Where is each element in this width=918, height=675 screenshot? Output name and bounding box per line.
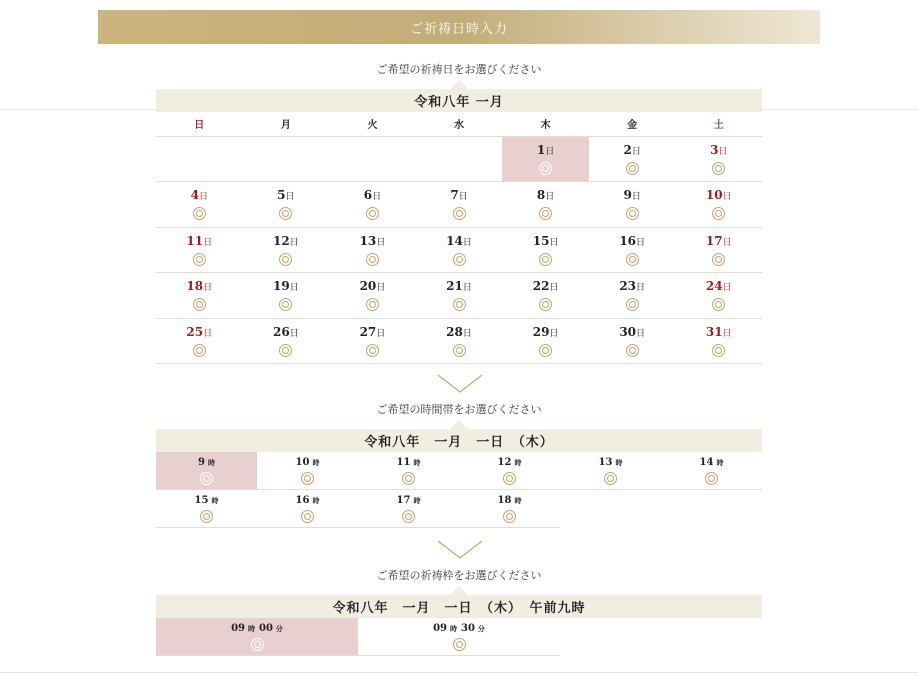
day-number: 19日 <box>273 279 299 294</box>
day-number: 24日 <box>705 279 732 294</box>
day-number: 5日 <box>277 188 295 203</box>
calendar-day-25[interactable] <box>156 319 243 363</box>
hour-option-11[interactable] <box>358 452 459 490</box>
weekday-tue: 火 <box>367 120 378 131</box>
double-circle-icon <box>626 298 639 311</box>
double-circle-icon <box>279 298 292 311</box>
calendar-day-31[interactable] <box>675 319 762 363</box>
calendar-day-27[interactable] <box>329 319 416 363</box>
calendar-day-8[interactable] <box>502 182 589 226</box>
calendar-day-17[interactable] <box>675 228 762 272</box>
weekday-wed: 水 <box>454 120 465 131</box>
day-number: 7日 <box>450 188 468 203</box>
weekday-header <box>156 115 762 137</box>
header-title: ご祈祷日時入力 <box>409 21 508 37</box>
day-number: 2日 <box>623 143 641 157</box>
calendar-day-23[interactable] <box>589 273 676 317</box>
day-number: 23日 <box>619 279 646 294</box>
hour-label: 11 時 <box>396 457 421 468</box>
hour-grid <box>156 452 762 528</box>
double-circle-icon <box>626 162 639 175</box>
calendar-day-29[interactable] <box>502 319 589 363</box>
calendar-day-7[interactable] <box>416 182 503 226</box>
calendar-day-13[interactable] <box>329 228 416 272</box>
double-circle-icon <box>539 344 552 357</box>
double-circle-icon <box>301 510 314 523</box>
calendar-day-9[interactable] <box>589 182 676 226</box>
day-number: 26日 <box>273 324 299 339</box>
calendar-week <box>156 273 762 318</box>
hour-option-17[interactable] <box>358 490 459 528</box>
day-number: 8日 <box>536 188 555 203</box>
day-number: 14日 <box>446 233 472 248</box>
double-circle-icon <box>402 472 415 485</box>
hour-label: 17 時 <box>396 495 421 506</box>
hour-label: 9 時 <box>198 457 215 468</box>
hour-label: 18 時 <box>497 495 522 506</box>
slot-label: 09 時 30 分 <box>433 623 485 634</box>
double-circle-icon <box>712 162 725 175</box>
time-prompt: ご希望の時間帯をお選びください <box>376 403 542 416</box>
hour-label: 10 時 <box>295 457 320 468</box>
double-circle-icon <box>712 207 725 220</box>
double-circle-icon <box>453 253 466 266</box>
double-circle-icon <box>539 162 552 175</box>
calendar-day-21[interactable] <box>416 273 503 317</box>
hour-option-9[interactable] <box>156 452 257 490</box>
double-circle-icon <box>712 298 725 311</box>
double-circle-icon <box>193 253 206 266</box>
day-number: 22日 <box>532 279 559 294</box>
double-circle-icon <box>193 344 206 357</box>
bottom-divider <box>0 672 918 673</box>
double-circle-icon <box>604 472 617 485</box>
double-circle-icon <box>453 344 466 357</box>
calendar-day-10[interactable] <box>675 182 762 226</box>
day-number: 10日 <box>705 188 732 203</box>
calendar-day-24[interactable] <box>675 273 762 317</box>
weekday-sun: 日 <box>194 120 205 131</box>
calendar-day-22[interactable] <box>502 273 589 317</box>
double-circle-icon <box>503 510 516 523</box>
day-number: 11日 <box>186 233 213 248</box>
double-circle-icon <box>279 207 292 220</box>
double-circle-icon <box>453 638 466 651</box>
calendar-week <box>156 319 762 364</box>
hour-label: 14 時 <box>699 457 724 468</box>
double-circle-icon <box>503 472 516 485</box>
double-circle-icon <box>301 472 314 485</box>
calendar-day-14[interactable] <box>416 228 503 272</box>
double-circle-icon <box>539 298 552 311</box>
hour-label: 16 時 <box>295 495 320 506</box>
slot-row <box>156 618 560 656</box>
double-circle-icon <box>366 253 379 266</box>
time-title-notch <box>450 420 468 429</box>
calendar-day-28[interactable] <box>416 319 503 363</box>
day-number: 1日 <box>536 143 555 157</box>
double-circle-icon <box>712 344 725 357</box>
calendar-week <box>156 137 762 182</box>
calendar-day-15[interactable] <box>502 228 589 272</box>
day-number: 28日 <box>446 324 472 339</box>
hour-label: 12 時 <box>497 457 522 468</box>
double-circle-icon <box>453 207 466 220</box>
calendar-day-6[interactable] <box>329 182 416 226</box>
calendar-day-16[interactable] <box>589 228 676 272</box>
hour-option-15[interactable] <box>156 490 257 528</box>
day-number: 16日 <box>619 233 646 248</box>
double-circle-icon <box>200 510 213 523</box>
day-number: 21日 <box>446 279 472 294</box>
day-number: 25日 <box>186 324 213 339</box>
calendar-day-30[interactable] <box>589 319 676 363</box>
calendar-week <box>156 182 762 227</box>
calendar-empty-cell <box>243 137 330 181</box>
chevron-down-icon <box>437 374 483 394</box>
calendar-day-19[interactable] <box>243 273 330 317</box>
hour-option-12[interactable] <box>459 452 560 490</box>
double-circle-icon <box>626 207 639 220</box>
calendar-day-1[interactable] <box>502 137 589 181</box>
hour-option-10[interactable] <box>257 452 358 490</box>
weekday-sat: 土 <box>713 120 724 131</box>
double-circle-icon <box>366 298 379 311</box>
day-number: 3日 <box>710 143 728 157</box>
slot-option-09-30[interactable] <box>358 618 560 655</box>
hour-label: 15 時 <box>194 495 219 506</box>
day-number: 6日 <box>363 188 382 203</box>
hour-row <box>156 452 762 490</box>
date-title-notch <box>450 80 468 89</box>
calendar-day-12[interactable] <box>243 228 330 272</box>
double-circle-icon <box>705 472 718 485</box>
double-circle-icon <box>366 207 379 220</box>
calendar-day-5[interactable] <box>243 182 330 226</box>
month-title: 令和八年 一月 <box>156 89 762 112</box>
weekday-fri: 金 <box>627 120 638 131</box>
day-number: 30日 <box>619 324 646 339</box>
date-prompt: ご希望の祈祷日をお選びください <box>376 63 542 76</box>
calendar-empty-cell <box>156 137 243 181</box>
calendar-day-18[interactable] <box>156 273 243 317</box>
double-circle-icon <box>251 638 264 651</box>
day-number: 20日 <box>359 279 386 294</box>
double-circle-icon <box>279 253 292 266</box>
double-circle-icon <box>539 207 552 220</box>
slot-label: 09 時 00 分 <box>231 623 283 634</box>
header-bar <box>98 10 820 44</box>
calendar-day-2[interactable] <box>589 137 676 181</box>
hour-option-16[interactable] <box>257 490 358 528</box>
double-circle-icon <box>453 298 466 311</box>
calendar-day-26[interactable] <box>243 319 330 363</box>
slot-prompt: ご希望の祈祷枠をお選びください <box>376 569 542 582</box>
calendar-day-20[interactable] <box>329 273 416 317</box>
calendar-day-11[interactable] <box>156 228 243 272</box>
weekday-thu: 木 <box>540 120 551 131</box>
double-circle-icon <box>366 344 379 357</box>
time-title: 令和八年 一月 一日 （木） <box>156 429 762 452</box>
calendar-day-3[interactable] <box>675 137 762 181</box>
calendar-grid <box>156 137 762 364</box>
double-circle-icon <box>626 253 639 266</box>
calendar-empty-cell <box>329 137 416 181</box>
double-circle-icon <box>193 298 206 311</box>
day-number: 27日 <box>359 324 386 339</box>
day-number: 9日 <box>623 188 641 203</box>
double-circle-icon <box>626 344 639 357</box>
double-circle-icon <box>712 253 725 266</box>
hour-row <box>156 490 762 528</box>
double-circle-icon <box>200 472 213 485</box>
double-circle-icon <box>193 207 206 220</box>
double-circle-icon <box>402 510 415 523</box>
day-number: 29日 <box>532 324 559 339</box>
day-number: 18日 <box>186 279 213 294</box>
chevron-down-icon <box>437 540 483 560</box>
hour-label: 13 時 <box>598 457 623 468</box>
calendar-day-4[interactable] <box>156 182 243 226</box>
weekday-mon: 月 <box>280 120 291 131</box>
day-number: 17日 <box>705 233 732 248</box>
hour-option-14[interactable] <box>661 452 762 490</box>
day-number: 13日 <box>359 233 386 248</box>
double-circle-icon <box>539 253 552 266</box>
day-number: 4日 <box>190 188 208 203</box>
hour-option-18[interactable] <box>459 490 560 528</box>
calendar-week <box>156 228 762 273</box>
day-number: 12日 <box>273 233 299 248</box>
double-circle-icon <box>279 344 292 357</box>
slot-title-notch <box>450 586 468 595</box>
slot-option-09-00[interactable] <box>156 618 358 655</box>
day-number: 15日 <box>532 233 559 248</box>
slot-title: 令和八年 一月 一日 （木） 午前九時 <box>156 595 762 618</box>
calendar-empty-cell <box>416 137 503 181</box>
day-number: 31日 <box>705 324 732 339</box>
hour-option-13[interactable] <box>560 452 661 490</box>
